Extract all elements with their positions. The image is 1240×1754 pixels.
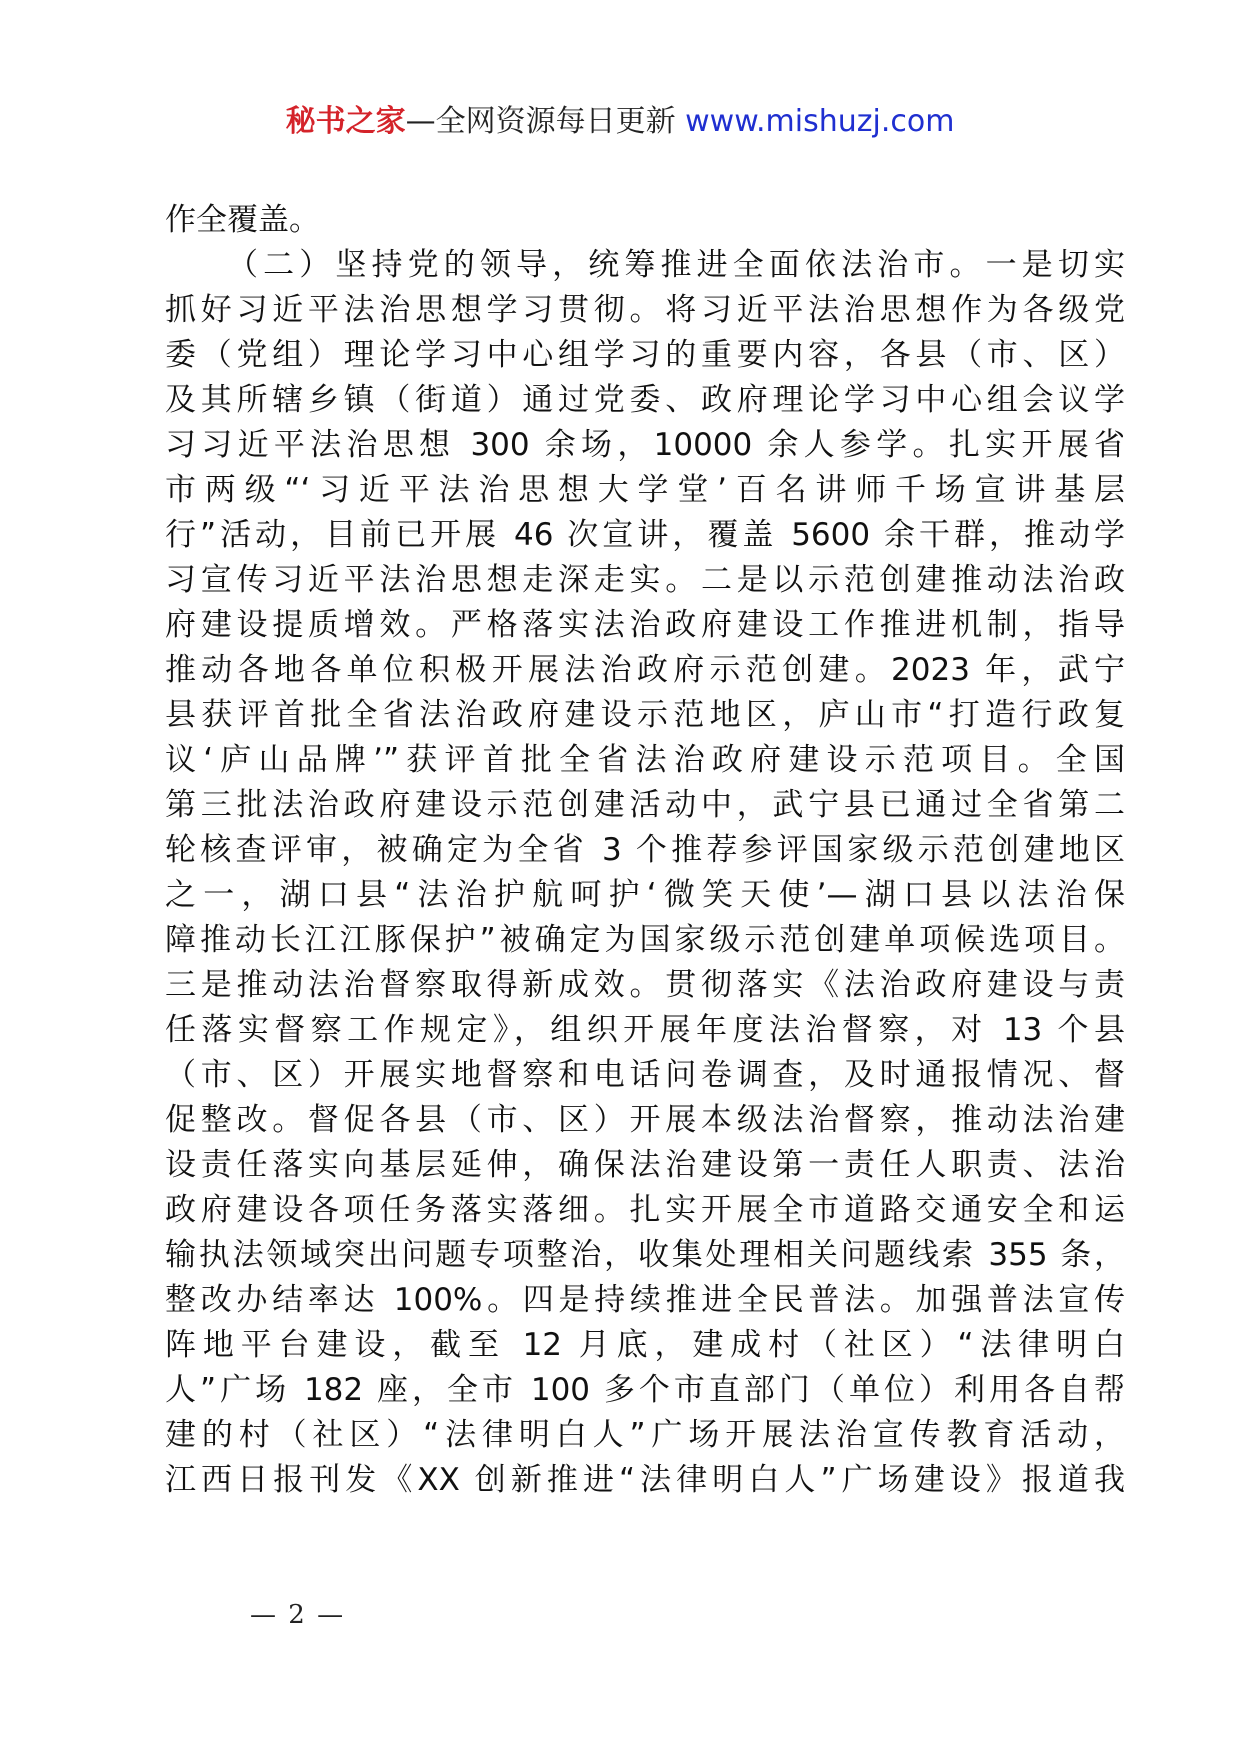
text-line: 三是推动法治督察取得新成效。贯彻落实《法治政府建设与责 (165, 967, 1125, 1003)
text-line: 政府建设各项任务落实落细。扎实开展全市道路交通安全和运 (165, 1192, 1125, 1228)
text-line: 建的村（社区）“法律明白人”广场开展法治宣传教育活动， (165, 1417, 1125, 1453)
text-line: （二）坚持党的领导，统筹推进全面依法治市。一是切实 (227, 247, 1125, 283)
text-line: 设责任落实向基层延伸，确保法治建设第一责任人职责、法治 (165, 1147, 1125, 1183)
text-line: 轮核查评审，被确定为全省 3 个推荐参评国家级示范创建地区 (165, 832, 1125, 868)
text-line: 任落实督察工作规定》，组织开展年度法治督察，对 13 个县 (165, 1012, 1125, 1048)
page-number: — 2 — (250, 1600, 346, 1630)
text-line: 抓好习近平法治思想学习贯彻。将习近平法治思想作为各级党 (165, 292, 1125, 328)
document-body (165, 198, 1125, 1503)
text-line: 阵地平台建设，截至 12 月底，建成村（社区）“法律明白 (165, 1327, 1125, 1363)
brand-name: 秘书之家 (285, 104, 406, 139)
text-line: 习习近平法治思想 300 余场，10000 余人参学。扎实开展省 (165, 427, 1125, 463)
banner-tagline: —全网资源每日更新 (405, 104, 686, 139)
text-line: 行”活动，目前已开展 46 次宣讲，覆盖 5600 余干群，推动学 (165, 517, 1125, 553)
text-line: 及其所辖乡镇（街道）通过党委、政府理论学习中心组会议学 (165, 382, 1125, 418)
text-line: 整改办结率达 100%。四是持续推进全民普法。加强普法宣传 (165, 1282, 1125, 1318)
text-line: 障推动长江江豚保护”被确定为国家级示范创建单项候选项目。 (165, 922, 1125, 958)
text-line: 之一，湖口县“法治护航呵护‘微笑天使’—湖口县以法治保 (165, 877, 1125, 913)
text-line: 市两级“‘习近平法治思想大学堂’百名讲师千场宣讲基层 (165, 472, 1125, 508)
text-line: 人”广场 182 座，全市 100 多个市直部门（单位）利用各自帮 (165, 1372, 1125, 1408)
text-line: 府建设提质增效。严格落实法治政府建设工作推进机制，指导 (165, 607, 1125, 643)
text-line: 习宣传习近平法治思想走深走实。二是以示范创建推动法治政 (165, 562, 1125, 598)
site-url-link[interactable]: www.mishuzj.com (685, 104, 955, 139)
text-line: 第三批法治政府建设示范创建活动中，武宁县已通过全省第二 (165, 787, 1125, 823)
text-line: 江西日报刊发《XX 创新推进“法律明白人”广场建设》报道我 (165, 1462, 1125, 1498)
text-line: 输执法领域突出问题专项整治，收集处理相关问题线索 355 条， (165, 1237, 1125, 1273)
text-line: （市、区）开展实地督察和电话问卷调查，及时通报情况、督 (165, 1057, 1125, 1093)
text-line: 县获评首批全省法治政府建设示范地区，庐山市“打造行政复 (165, 697, 1125, 733)
site-banner (0, 100, 1240, 144)
text-line: 促整改。督促各县（市、区）开展本级法治督察，推动法治建 (165, 1102, 1125, 1138)
text-line: 议‘庐山品牌’”获评首批全省法治政府建设示范项目。全国 (165, 742, 1125, 778)
text-line: 作全覆盖。 (165, 202, 320, 238)
text-line: 委（党组）理论学习中心组学习的重要内容，各县（市、区） (165, 337, 1125, 373)
text-line: 推动各地各单位积极开展法治政府示范创建。2023 年，武宁 (165, 652, 1125, 688)
